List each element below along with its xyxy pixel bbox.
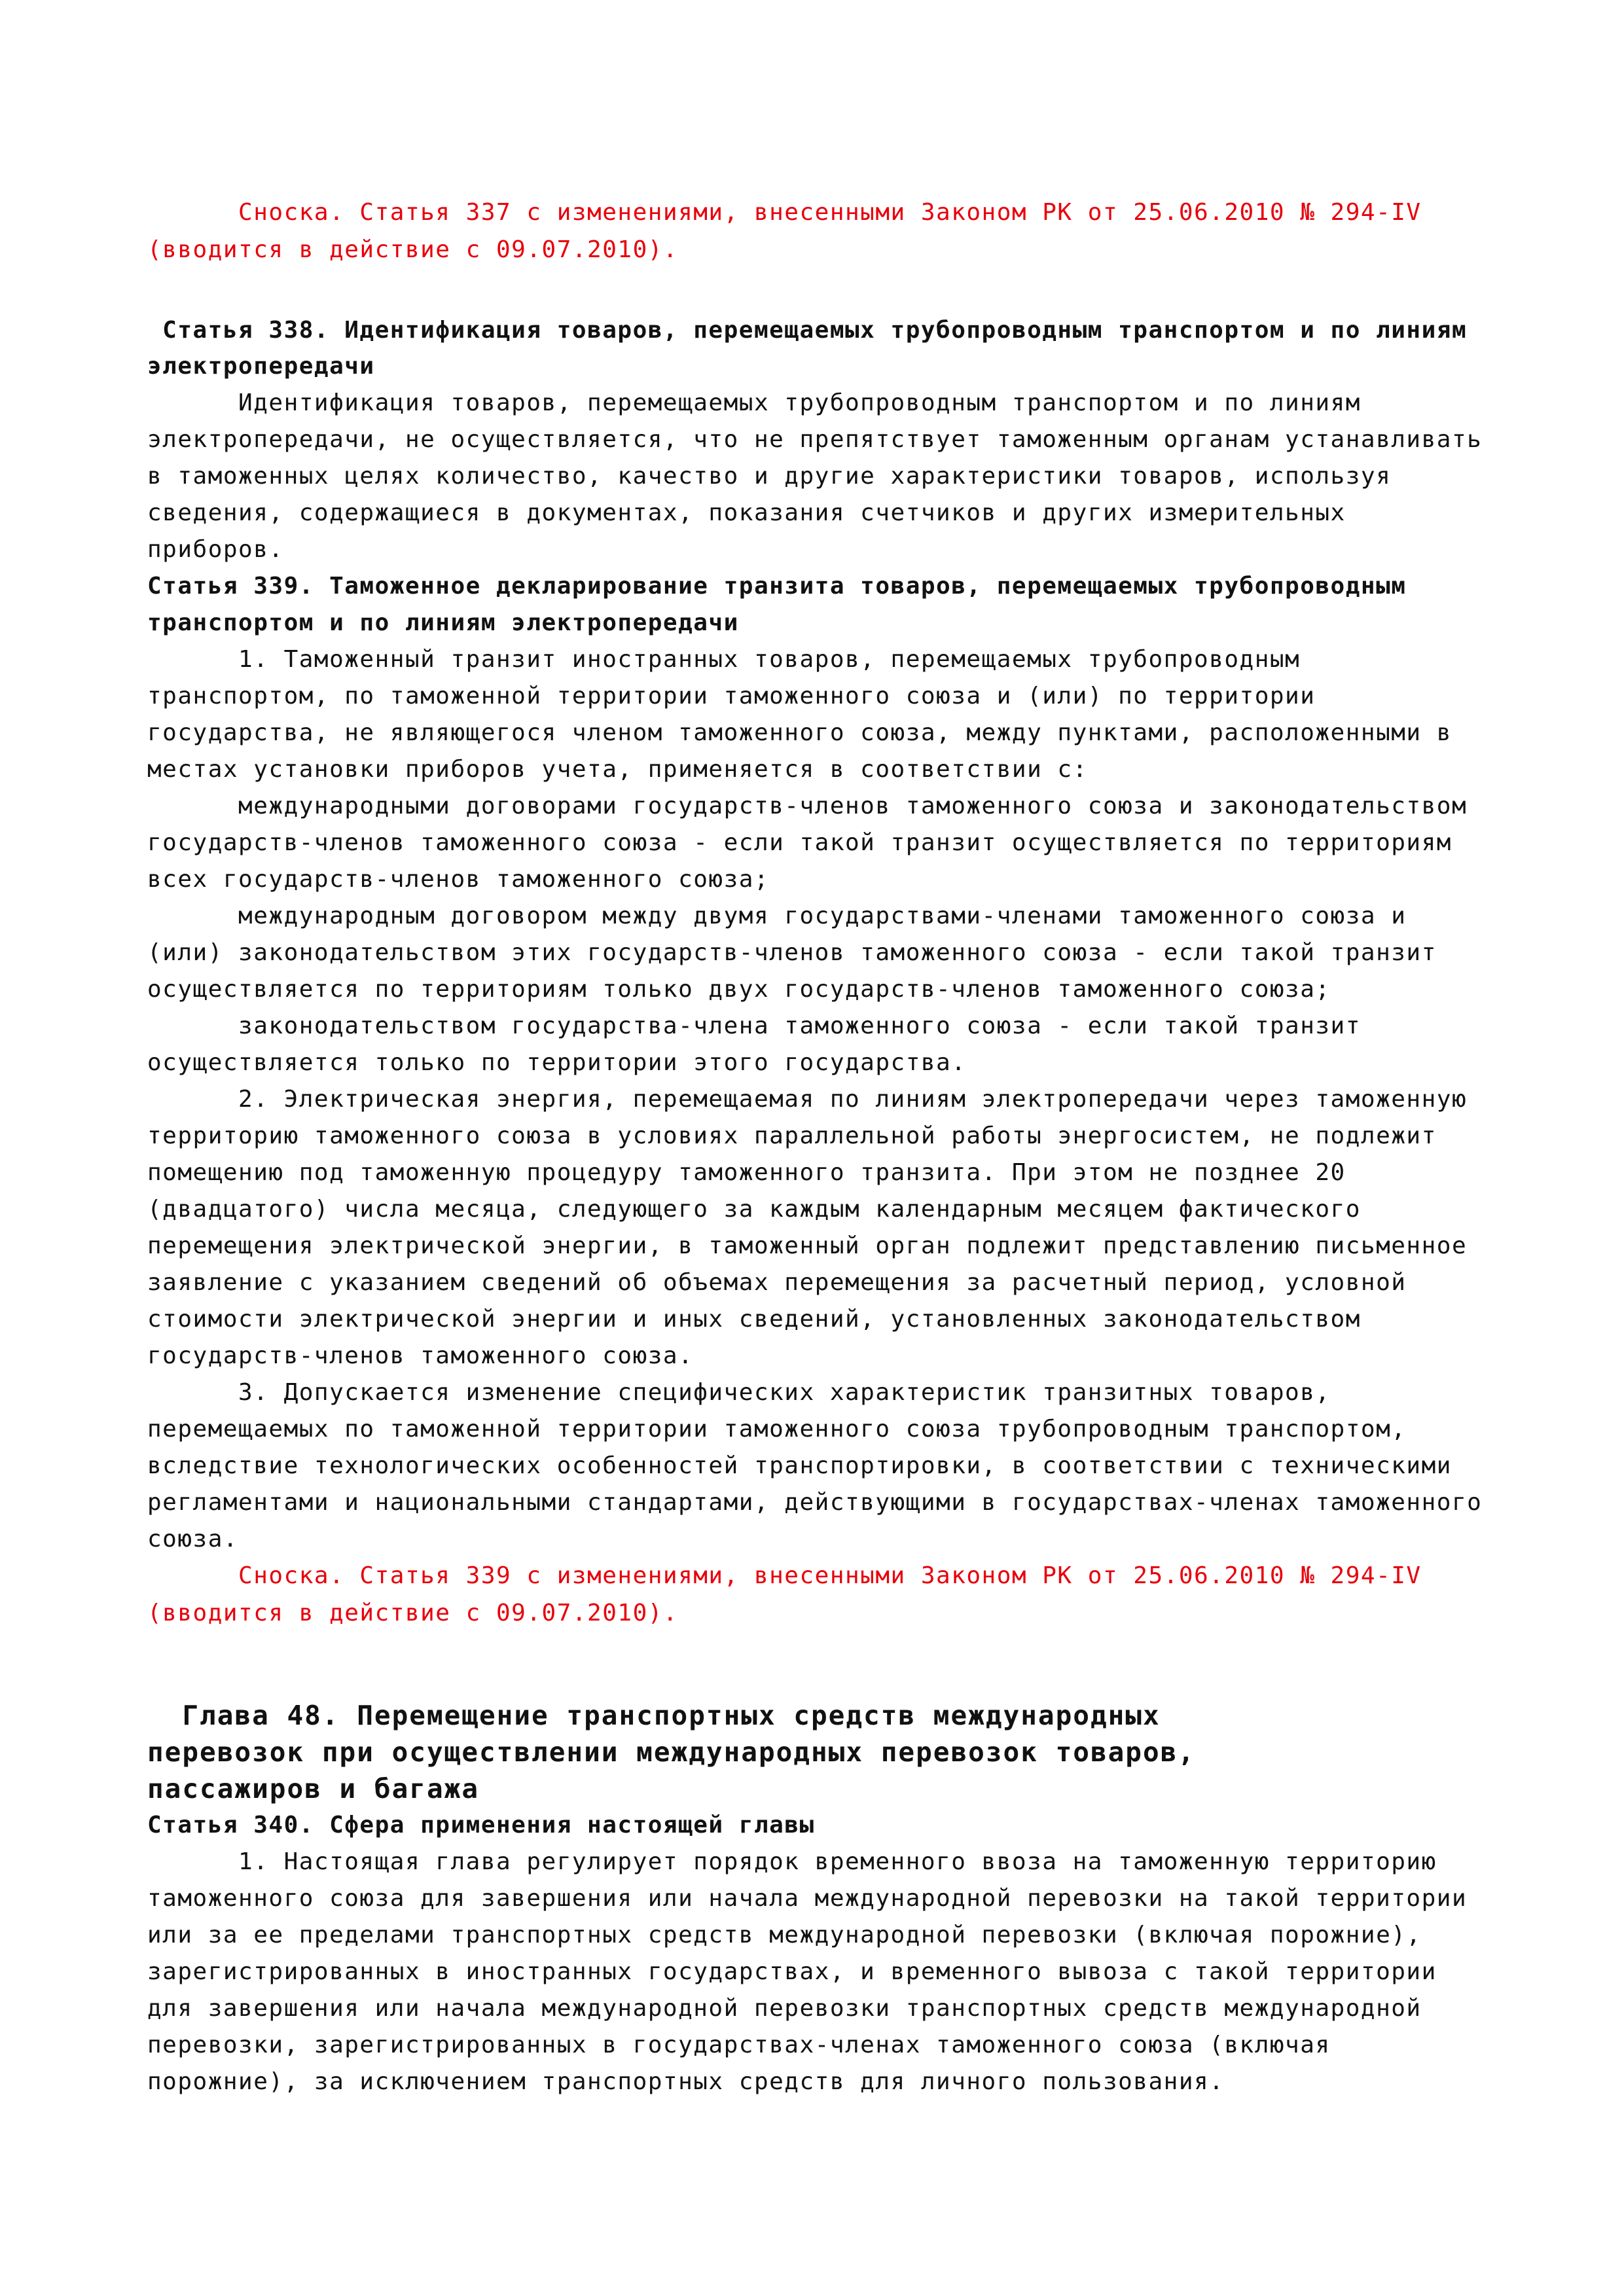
paragraph-line: для завершения или начала международной перевозки транспортных средств международной: [147, 1995, 1422, 2022]
paragraph-line: территорию таможенного союза в условиях параллельной работы энергосистем, не подлежит: [147, 1122, 1437, 1149]
paragraph-line: 3. Допускается изменение специфических характеристик транзитных товаров,: [147, 1379, 1331, 1406]
paragraph-line: союза.: [147, 1526, 239, 1552]
paragraph-line: осуществляется по территориям только двух государств-членов таможенного союза;: [147, 976, 1331, 1003]
article-heading: электропередачи: [147, 353, 375, 380]
footnote-line: Сноска. Статья 337 с изменениями, внесенными Законом РК от 25.06.2010 № 294-IV: [147, 199, 1422, 226]
footnote-line: Сноска. Статья 339 с изменениями, внесенными Законом РК от 25.06.2010 № 294-IV: [147, 1562, 1422, 1589]
paragraph-line: заявление с указанием сведений об объемах перемещения за расчетный период, условной: [147, 1269, 1407, 1296]
chapter-heading-line: перевозок при осуществлении международных перевозок товаров,: [147, 1736, 1196, 1768]
paragraph-line: в таможенных целях количество, качество и другие характеристики товаров, используя: [147, 463, 1392, 490]
paragraph-line: транспортом, по таможенной территории таможенного союза и (или) по территории: [147, 683, 1316, 709]
paragraph-line: государств-членов таможенного союза - если такой транзит осуществляется по территориям: [147, 829, 1452, 856]
paragraph-line: законодательством государства-члена таможенного союза - если такой транзит: [147, 1013, 1361, 1039]
paragraph-line: государств-членов таможенного союза.: [147, 1342, 694, 1369]
paragraph-line: или за ее пределами транспортных средств международной перевозки (включая порожние),: [147, 1922, 1422, 1948]
paragraph-line: приборов.: [147, 536, 284, 563]
paragraph-line: помещению под таможенную процедуру таможенного транзита. При этом не позднее 20: [147, 1159, 1346, 1186]
paragraph-line: местах установки приборов учета, применяется в соответствии с:: [147, 756, 1088, 783]
paragraph-line: осуществляется только по территории этого государства.: [147, 1049, 967, 1076]
article-heading: транспортом и по линиям электропередачи: [147, 609, 739, 636]
paragraph-line: зарегистрированных в иностранных государствах, и временного вывоза с такой территории: [147, 1958, 1437, 1985]
paragraph-line: (двадцатого) числа месяца, следующего за каждым календарным месяцем фактического: [147, 1196, 1361, 1223]
paragraph-line: электропередачи, не осуществляется, что не препятствует таможенным органам устанавливать: [147, 426, 1483, 453]
footnote-line: (вводится в действие с 09.07.2010).: [147, 1600, 679, 1626]
paragraph-line: сведения, содержащиеся в документах, показания счетчиков и других измерительных: [147, 499, 1346, 526]
paragraph-line: перемещаемых по таможенной территории таможенного союза трубопроводным транспортом,: [147, 1416, 1407, 1443]
paragraph-line: Идентификация товаров, перемещаемых трубопроводным транспортом и по линиям: [147, 389, 1361, 416]
paragraph-line: всех государств-членов таможенного союза;: [147, 866, 770, 893]
paragraph-line: международным договором между двумя государствами-членами таможенного союза и: [147, 903, 1407, 929]
paragraph-line: вследствие технологических особенностей транспортировки, в соответствии с техническими: [147, 1452, 1452, 1479]
footnote-line: (вводится в действие с 09.07.2010).: [147, 236, 679, 263]
paragraph-line: перевозки, зарегистрированных в государствах-членах таможенного союза (включая: [147, 2032, 1331, 2058]
chapter-heading-line: пассажиров и багажа: [147, 1773, 479, 1804]
paragraph-line: перемещения электрической энергии, в таможенный орган подлежит представлению письменное: [147, 1232, 1468, 1259]
paragraph-line: государства, не являющегося членом таможенного союза, между пунктами, расположенными в: [147, 719, 1452, 746]
paragraph-line: порожние), за исключением транспортных средств для личного пользования.: [147, 2068, 1225, 2095]
article-heading: Статья 339. Таможенное декларирование транзита товаров, перемещаемых трубопроводным: [147, 573, 1407, 600]
chapter-heading-line: Глава 48. Перемещение транспортных средств международных: [147, 1700, 1161, 1731]
paragraph-line: 2. Электрическая энергия, перемещаемая по линиям электропередачи через таможенную: [147, 1086, 1468, 1113]
paragraph-line: (или) законодательством этих государств-членов таможенного союза - если такой транзит: [147, 939, 1437, 966]
paragraph-line: 1. Таможенный транзит иностранных товаров, перемещаемых трубопроводным: [147, 646, 1301, 673]
article-heading: Статья 340. Сфера применения настоящей главы: [147, 1812, 815, 1839]
paragraph-line: стоимости электрической энергии и иных сведений, установленных законодательством: [147, 1306, 1361, 1333]
paragraph-line: 1. Настоящая глава регулирует порядок временного ввоза на таможенную территорию: [147, 1848, 1437, 1875]
paragraph-line: регламентами и национальными стандартами, действующими в государствах-членах таможенного: [147, 1489, 1483, 1516]
article-heading: Статья 338. Идентификация товаров, перемещаемых трубопроводным транспортом и по линиям: [147, 317, 1468, 344]
paragraph-line: таможенного союза для завершения или начала международной перевозки на такой территории: [147, 1885, 1468, 1912]
paragraph-line: международными договорами государств-членов таможенного союза и законодательством: [147, 793, 1468, 819]
